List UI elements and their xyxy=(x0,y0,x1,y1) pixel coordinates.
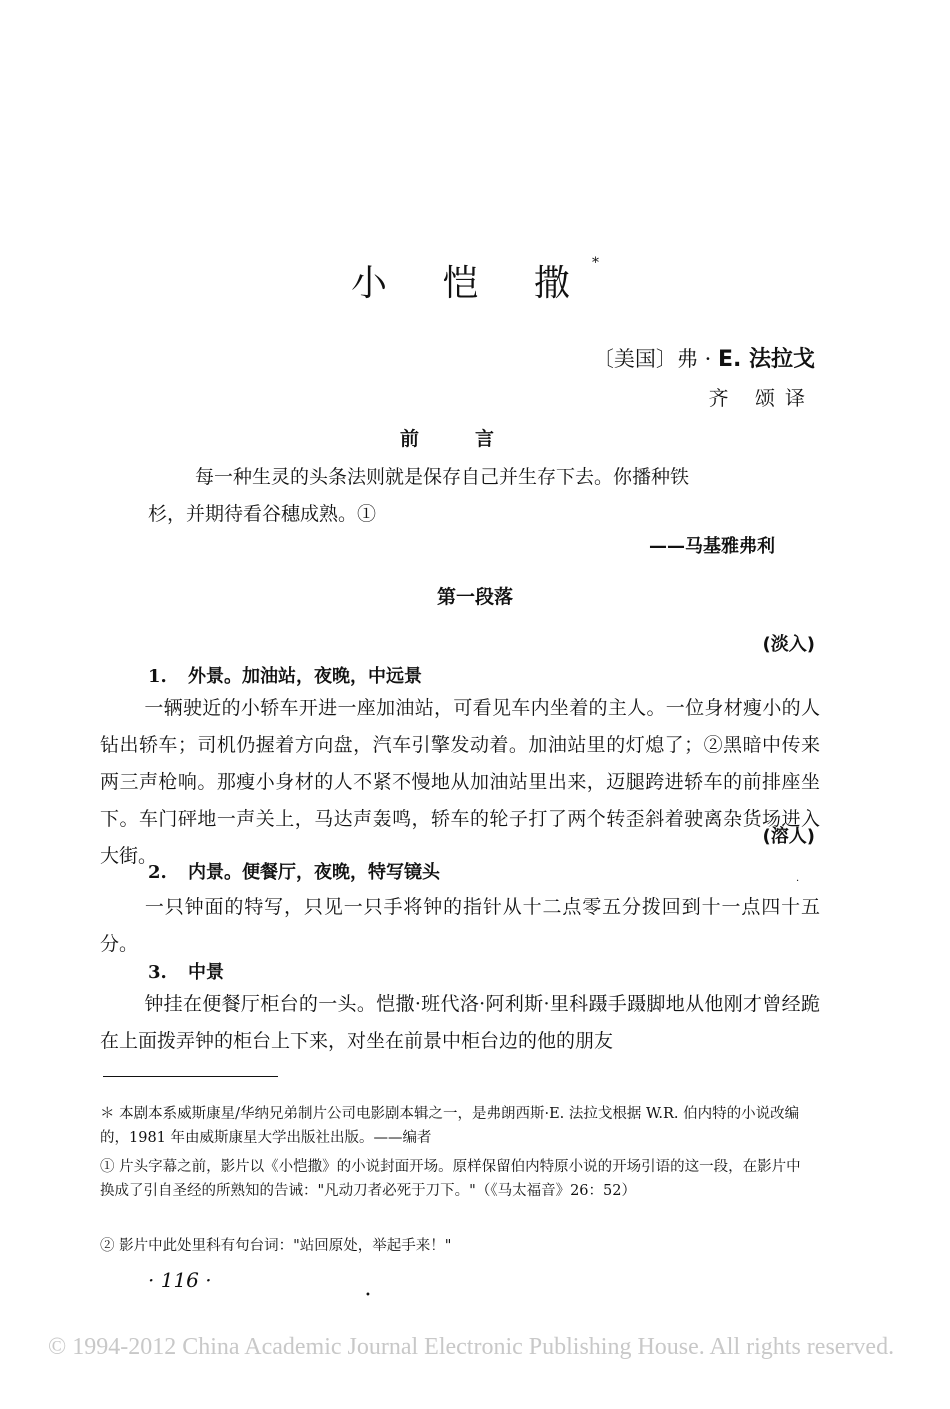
section-title: 第一段落 xyxy=(436,586,513,608)
footnote-divider xyxy=(103,1076,278,1077)
scene-heading-3: 3. 中景 xyxy=(148,962,224,983)
scene-heading-2: 2. 内景。便餐厅，夜晚，特写镜头 xyxy=(148,862,440,883)
epigraph-attribution: ——马基雅弗利 xyxy=(649,536,775,557)
epigraph-line-1: 每一种生灵的头条法则就是保存自己并生存下去。你播种铁 xyxy=(195,466,690,488)
title-footnote-mark: * xyxy=(591,255,599,271)
scene-body-1: 一辆驶近的小轿车开进一座加油站，可看见车内坐着的主人。一位身材瘦小的人钻出轿车；司机仍握着方向盘，汽车引擎发动着。加油站里的灯熄了；②黑暗中传来两三声枪响。那瘦小身材的人不紧不慢地从加油站里出来，迈腿跨进轿车的前排座坐下。车门砰地一声关上，马达声轰鸣，轿车的轮子打了两个转歪斜着驶离杂货场进入大街。 xyxy=(100,697,820,867)
author-name: E. 法拉戈 xyxy=(717,347,815,372)
translator-line: 齐 颂译 xyxy=(708,386,815,410)
author-prefix: 〔美国〕弗 · xyxy=(592,347,718,371)
preface-heading: 前言 xyxy=(399,428,550,450)
page-number: · 116 · xyxy=(148,1268,212,1292)
stray-dot-mark-2: · xyxy=(796,876,800,887)
author-line xyxy=(593,342,815,373)
fade-in-mark: (淡入) xyxy=(762,634,815,655)
scene-heading-1: 1. 外景。加油站，夜晚，中远景 xyxy=(148,666,422,687)
scene-body-3: 钟挂在便餐厅柜台的一头。恺撒·班代洛·阿利斯·里科蹑手蹑脚地从他刚才曾经跪在上面拨弄钟的柜台上下来，对坐在前景中柜台边的他的朋友 xyxy=(100,993,820,1052)
footnote-1: ① 片头字幕之前，影片以《小恺撒》的小说封面开场。原样保留伯内特原小说的开场引语的这一段，在影片中换成了引自圣经的所熟知的告诫："凡动刀者必死于刀下。"（《马太福音》26：52） xyxy=(100,1159,801,1199)
scene-body-2: 一只钟面的特写，只见一只手将钟的指针从十二点零五分拨回到十一点四十五分。 xyxy=(100,896,820,955)
page-title: 小 恺 撒* xyxy=(351,255,599,304)
stray-dot-mark: • xyxy=(365,1290,371,1301)
footnote-2: ② 影片中此处里科有句台词："站回原处，举起手来！" xyxy=(100,1238,452,1254)
footnote-star: ＊ 本剧本系威斯康星/华纳兄弟制片公司电影剧本辑之一，是弗朗西斯·E. 法拉戈根据 W.R. 伯内特的小说改编的，1981 年由威斯康星大学出版社出版。——编者 xyxy=(100,1106,800,1146)
dissolve-mark: (溶人) xyxy=(762,826,815,847)
copyright-watermark: © 1994-2012 China Academic Journal Electronic Publishing House. All rights reserved. xyxy=(48,1334,895,1360)
epigraph-line-2: 杉，并期待看谷穗成熟。① xyxy=(148,503,377,525)
